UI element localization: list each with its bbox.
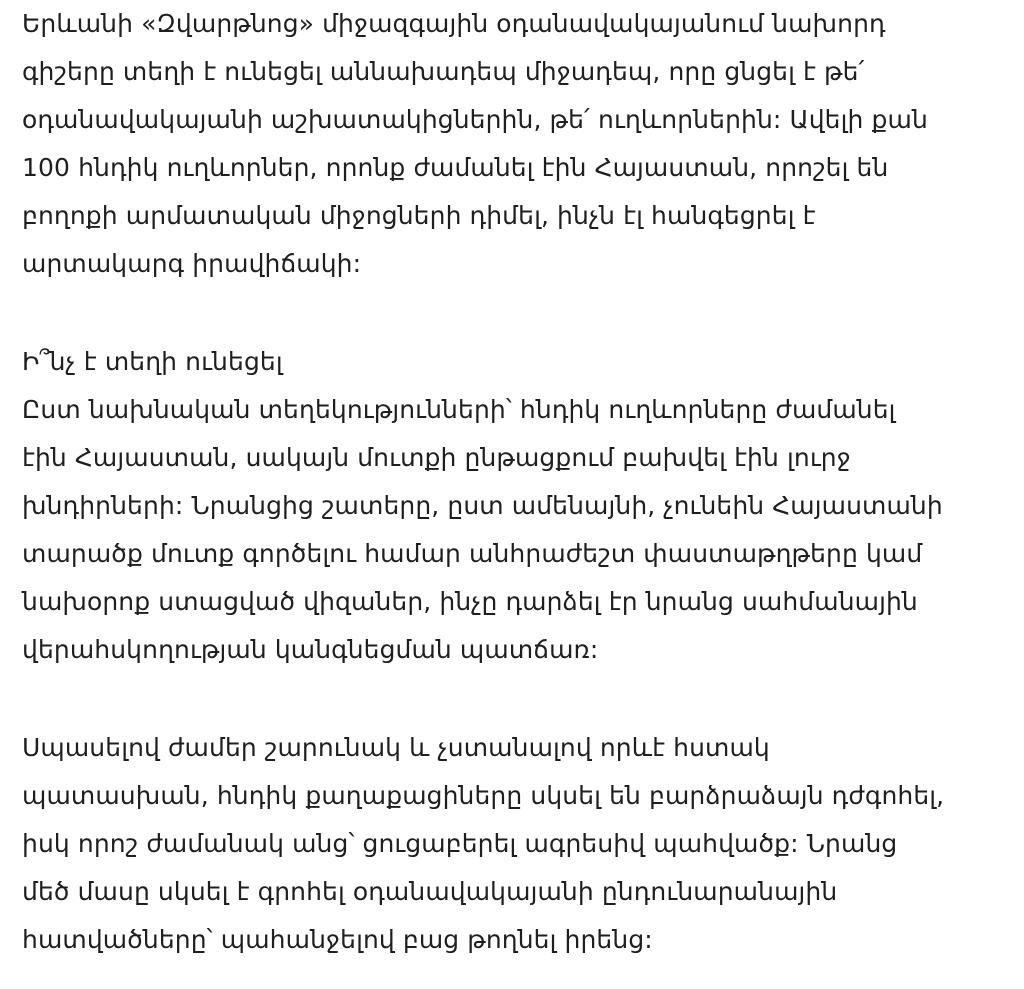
paragraph-3-line: Սպասելով ժամեր շարունակ և չստանալով որևէ հստակ (22, 733, 770, 762)
paragraph-3-line: պատասխան, հնդիկ քաղաքացիները սկսել են բարձրաձայն դժգոհել, (22, 781, 945, 810)
paragraph-1-line: Երևանի «Զվարթնոց» միջազգային օդանավակայանում նախորդ (22, 9, 886, 38)
paragraph-1-line: արտակարգ իրավիճակի: (22, 249, 362, 278)
paragraph-2-line: նախօրոք ստացված վիզաներ, ինչը դարձել էր նրանց սահմանային (22, 587, 918, 616)
paragraph-3-line: իսկ որոշ ժամանակ անց՝ ցուցաբերել ագրեսիվ պահվածք: Նրանց (22, 829, 898, 858)
paragraph-1-line: 100 հնդիկ ուղևորներ, որոնք ժամանել էին Հայաստան, որոշել են (22, 153, 889, 182)
paragraph-1-line: բողոքի արմատական միջոցների դիմել, ինչն էլ հանգեցրել է (22, 201, 816, 230)
section-heading: Ի՞նչ է տեղի ունեցել (22, 347, 283, 376)
paragraph-2-line: խնդիրների: Նրանցից շատերը, ըստ ամենայնի, չունեին Հայաստանի (22, 491, 943, 520)
paragraph-2-line: էին Հայաստան, սակայն մուտքի ընթացքում բախվել էին լուրջ (22, 443, 851, 472)
paragraph-2-line: վերահսկողության կանգնեցման պատճառ: (22, 635, 599, 664)
paragraph-3-line: հատվածները՝ պահանջելով բաց թողնել իրենց: (22, 925, 653, 954)
paragraph-2-line: տարածք մուտք գործելու համար անհրաժեշտ փաստաթղթերը կամ (22, 539, 923, 568)
paragraph-1-line: գիշերը տեղի է ունեցել աննախադեպ միջադեպ, որը ցնցել է թե՛ (22, 57, 865, 86)
paragraph-1-line: օդանավակայանի աշխատակիցներին, թե՛ ուղևորներին: Ավելի քան (22, 105, 928, 134)
paragraph-2-line: Ըստ նախնական տեղեկությունների՝ հնդիկ ուղևորները ժամանել (22, 395, 896, 424)
paragraph-3-line: մեծ մասը սկսել է գրոհել օդանավակայանի ընդունարանային (22, 877, 838, 906)
